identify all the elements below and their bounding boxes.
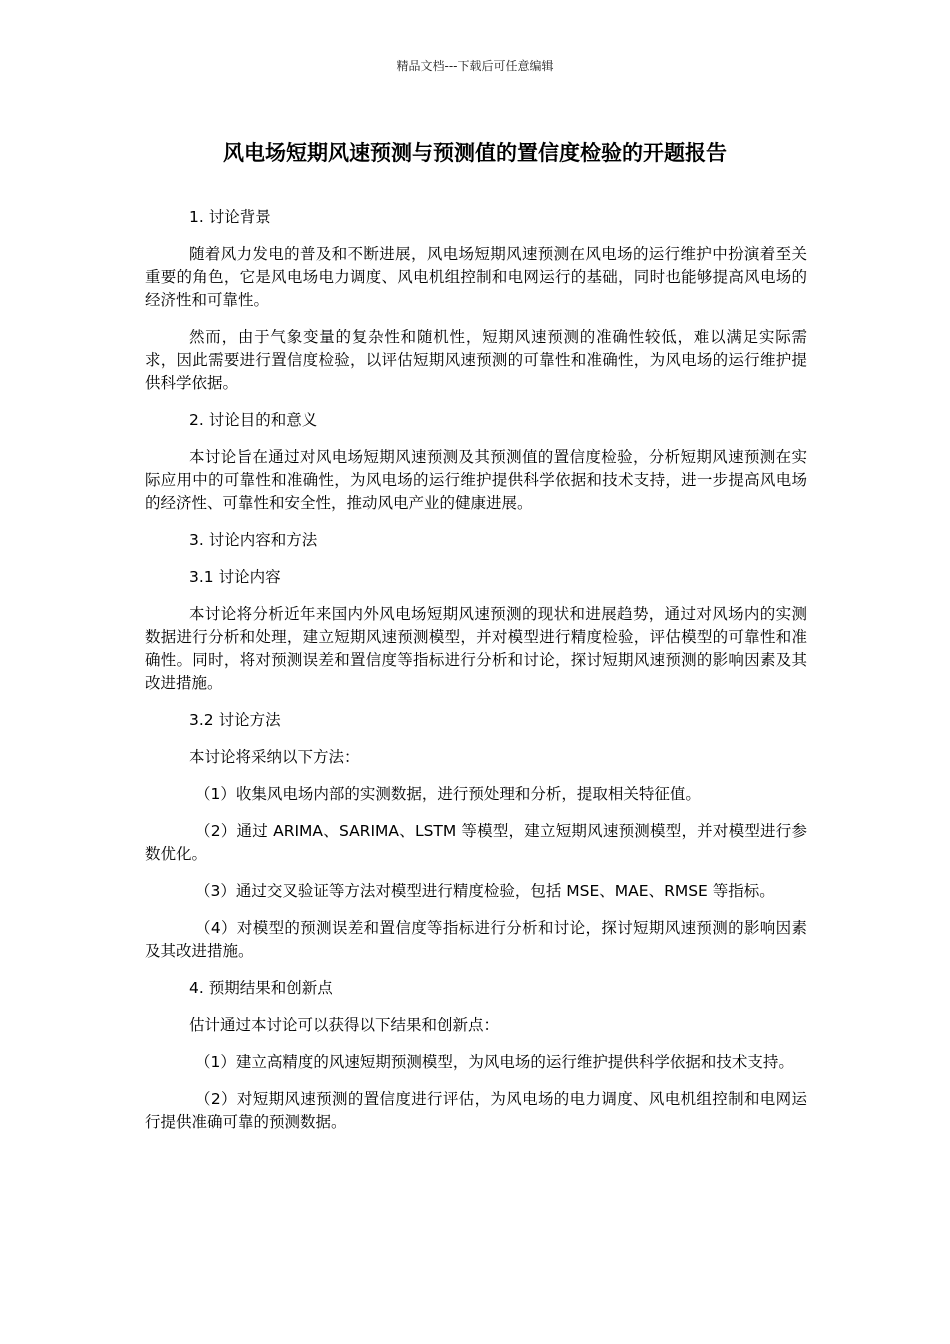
list-item-result-1: （1）建立高精度的风速短期预测模型，为风电场的运行维护提供科学依据和技术支持。 — [195, 1053, 794, 1071]
section-heading-results: 4. 预期结果和创新点 — [189, 979, 333, 997]
list-item-method-4: （4）对模型的预测误差和置信度等指标进行分析和讨论，探讨短期风速预测的影响因素及其改进措施。 — [145, 919, 807, 960]
subsection-heading-method: 3.2 讨论方法 — [189, 711, 281, 729]
paragraph-purpose: 本讨论旨在通过对风电场短期风速预测及其预测值的置信度检验，分析短期风速预测在实际应用中的可靠性和准确性，为风电场的运行维护提供科学依据和技术支持，进一步提高风电场的经济性、可靠性和安全性，推动风电产业的健康进展。 — [145, 448, 807, 512]
section-heading-content-method: 3. 讨论内容和方法 — [189, 531, 318, 549]
paragraph-background-2: 然而，由于气象变量的复杂性和随机性，短期风速预测的准确性较低，难以满足实际需求，因此需要进行置信度检验，以评估短期风速预测的可靠性和准确性，为风电场的运行维护提供科学依据。 — [145, 328, 807, 392]
subsection-heading-content: 3.1 讨论内容 — [189, 568, 281, 586]
paragraph-results-intro: 估计通过本讨论可以获得以下结果和创新点： — [189, 1016, 500, 1034]
list-item-result-2: （2）对短期风速预测的置信度进行评估，为风电场的电力调度、风电机组控制和电网运行提供准确可靠的预测数据。 — [145, 1090, 807, 1131]
document-body — [145, 206, 807, 1148]
paragraph-content: 本讨论将分析近年来国内外风电场短期风速预测的现状和进展趋势，通过对风场内的实测数据进行分析和处理，建立短期风速预测模型，并对模型进行精度检验，评估模型的可靠性和准确性。同时，将对预测误差和置信度等指标进行分析和讨论，探讨短期风速预测的影响因素及其改进措施。 — [145, 605, 807, 692]
paragraph-method-intro: 本讨论将采纳以下方法： — [189, 748, 360, 766]
document-title: 风电场短期风速预测与预测值的置信度检验的开题报告 — [223, 141, 727, 165]
paragraph-background-1: 随着风力发电的普及和不断进展，风电场短期风速预测在风电场的运行维护中扮演着至关重要的角色，它是风电场电力调度、风电机组控制和电网运行的基础，同时也能够提高风电场的经济性和可靠性。 — [145, 245, 807, 309]
section-heading-purpose: 2. 讨论目的和意义 — [189, 411, 318, 429]
section-heading-background: 1. 讨论背景 — [189, 208, 271, 226]
page-header-note: 精品文档---下载后可任意编辑 — [396, 59, 554, 73]
list-item-method-3: （3）通过交叉验证等方法对模型进行精度检验，包括 MSE、MAE、RMSE 等指标。 — [195, 882, 775, 900]
list-item-method-2: （2）通过 ARIMA、SARIMA、LSTM 等模型，建立短期风速预测模型，并对模型进行参数优化。 — [145, 822, 807, 863]
list-item-method-1: （1）收集风电场内部的实测数据，进行预处理和分析，提取相关特征值。 — [195, 785, 701, 803]
